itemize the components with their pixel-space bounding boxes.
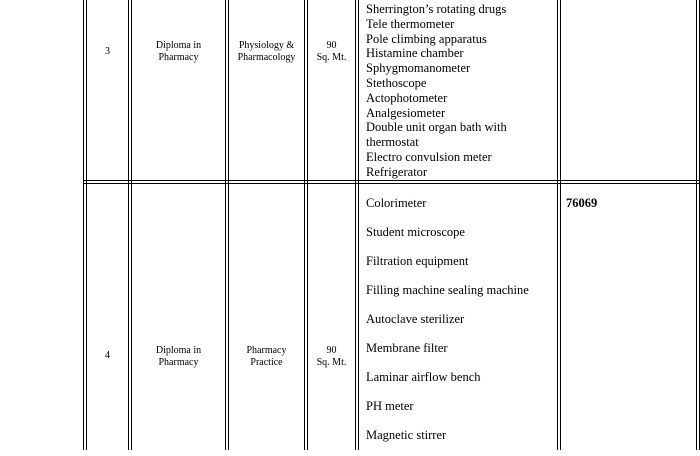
equipment-item: Sphygmomanometer (366, 61, 471, 76)
column-divider (131, 0, 132, 450)
equipment-item: thermostat (366, 135, 419, 150)
table-border-right (696, 0, 697, 450)
area-line: 90 (326, 40, 337, 51)
column-divider (228, 0, 229, 450)
row-divider (83, 180, 700, 181)
lab-line: Pharmacology (237, 52, 296, 63)
equipment-item: Analgesiometer (366, 105, 446, 120)
lab-line: Pharmacy (246, 345, 287, 356)
equipment-item: Colorimeter (366, 196, 427, 210)
course-line: Pharmacy (158, 52, 199, 63)
equipment-item: Tele thermometer (366, 16, 455, 31)
serial-number: 4 (105, 350, 110, 361)
table-border-left (83, 0, 84, 450)
serial-number: 3 (105, 46, 110, 57)
equipment-item: Actophotometer (366, 90, 448, 105)
equipment-item: Laminar airflow bench (366, 370, 481, 384)
equipment-item: Refrigerator (366, 164, 428, 179)
course-cell (132, 345, 225, 369)
column-divider (560, 0, 561, 450)
equipment-list (366, 2, 556, 180)
table-row (87, 350, 128, 362)
column-divider (358, 0, 359, 450)
equipment-item: PH meter (366, 399, 414, 413)
column-divider (557, 0, 558, 450)
equipment-item: Magnetic stirrer (366, 428, 447, 442)
equipment-list (366, 195, 556, 456)
equipment-item: Histamine chamber (366, 46, 464, 61)
lab-line: Practice (250, 357, 283, 368)
area-cell (308, 40, 355, 64)
column-divider (307, 0, 308, 450)
course-line: Diploma in (155, 40, 202, 51)
area-line: 90 (326, 345, 337, 356)
column-divider (304, 0, 305, 450)
cost-value: 76069 (566, 196, 598, 210)
row-divider (83, 183, 700, 184)
lab-cell (229, 40, 304, 64)
course-line: Diploma in (155, 345, 202, 356)
course-cell (132, 40, 225, 64)
table-row (87, 46, 128, 58)
column-divider (128, 0, 129, 450)
equipment-item: Membrane filter (366, 341, 448, 355)
area-line: Sq. Mt. (316, 357, 347, 368)
equipment-item: Double unit organ bath with (366, 120, 507, 135)
equipment-item: Student microscope (366, 225, 465, 239)
equipment-item: Electro convulsion meter (366, 149, 492, 164)
course-line: Pharmacy (158, 357, 199, 368)
area-cell (308, 345, 355, 369)
equipment-item: Stethoscope (366, 75, 427, 90)
equipment-item: Filling machine sealing machine (366, 283, 529, 297)
equipment-item: Sherrington’s rotating drugs (366, 2, 507, 16)
column-divider (225, 0, 226, 450)
lab-cell (229, 345, 304, 369)
equipment-item: Filtration equipment (366, 254, 469, 268)
equipment-item: Autoclave sterilizer (366, 312, 465, 326)
equipment-item: Pole climbing apparatus (366, 31, 487, 46)
table-border-left (86, 0, 87, 450)
area-line: Sq. Mt. (316, 52, 347, 63)
lab-line: Physiology & (238, 40, 295, 51)
column-divider (355, 0, 356, 450)
